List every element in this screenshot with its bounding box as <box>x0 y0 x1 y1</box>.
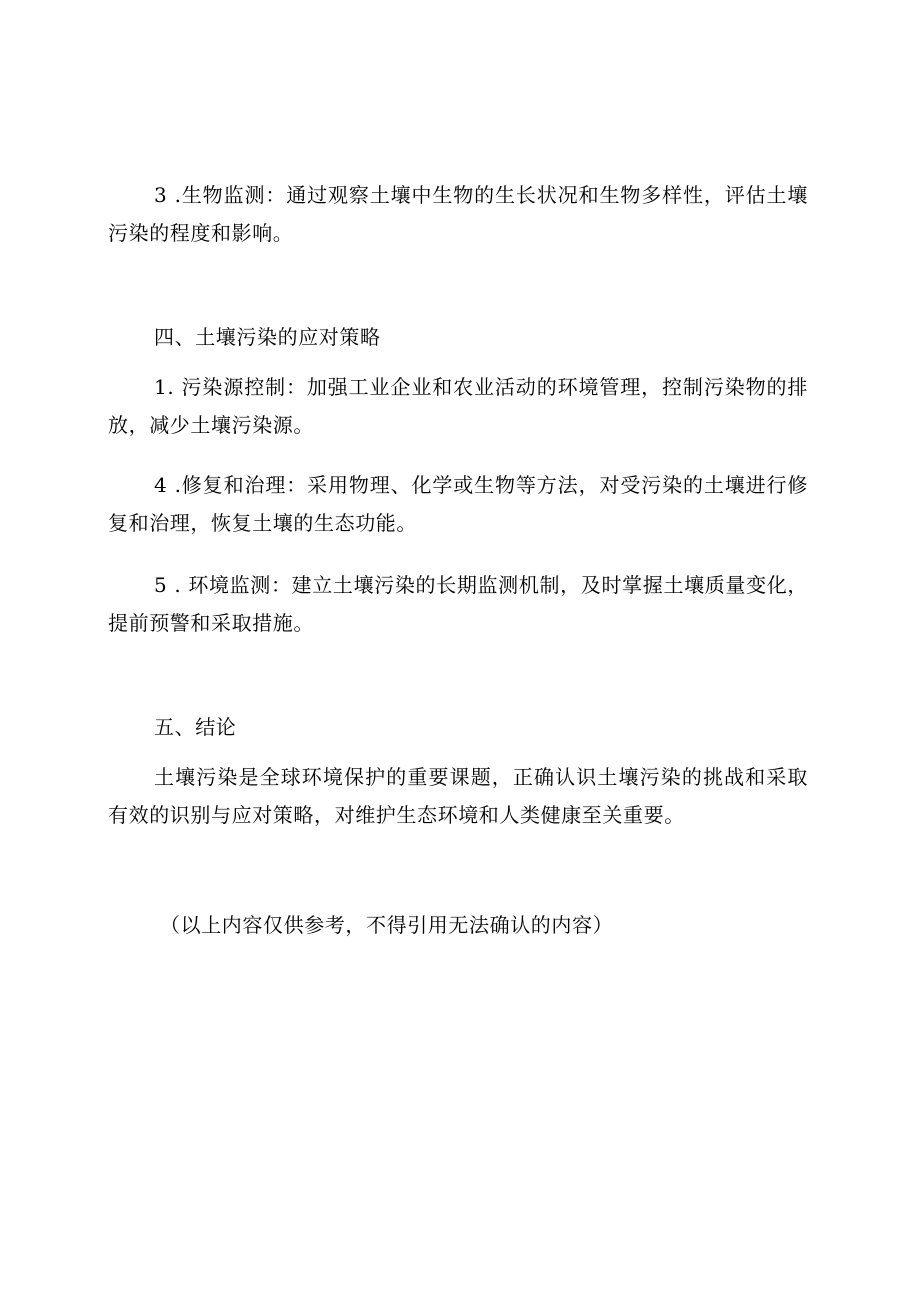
section-heading-response-strategies: 四、土壤污染的应对策略 <box>154 325 381 349</box>
section-heading-conclusion: 五、结论 <box>154 715 237 739</box>
paragraph-pollution-source-control: 1. 污染源控制：加强工业企业和农业活动的环境管理，控制污染物的排放，减少土壤污染源。 <box>108 375 808 437</box>
disclaimer-note: （以上内容仅供参考，不得引用无法确认的内容） <box>160 913 614 937</box>
paragraph-remediation: 4 .修复和治理：采用物理、化学或生物等方法，对受污染的土壤进行修复和治理，恢复土壤的生态功能。 <box>108 473 808 535</box>
paragraph-biological-monitoring: 3 .生物监测：通过观察土壤中生物的生长状况和生物多样性，评估土壤污染的程度和影响。 <box>108 183 808 245</box>
paragraph-environmental-monitoring: 5 . 环境监测：建立土壤污染的长期监测机制，及时掌握土壤质量变化，提前预警和采取措施。 <box>108 573 808 635</box>
paragraph-conclusion: 土壤污染是全球环境保护的重要课题，正确认识土壤污染的挑战和采取有效的识别与应对策略，对维护生态环境和人类健康至关重要。 <box>108 765 808 827</box>
